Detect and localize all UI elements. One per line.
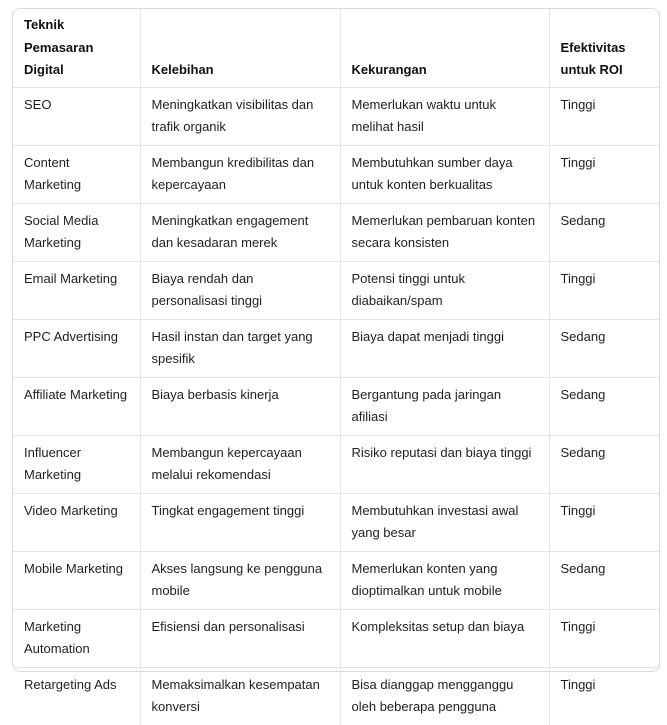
cell-technique: Email Marketing — [13, 261, 140, 319]
cell-disadvantages: Memerlukan konten yang dioptimalkan untuk mobile — [340, 551, 549, 609]
cell-technique: Video Marketing — [13, 493, 140, 551]
cell-disadvantages: Bisa dianggap mengganggu oleh beberapa pengguna — [340, 667, 549, 725]
table-row — [13, 261, 661, 319]
cell-technique: Retargeting Ads — [13, 667, 140, 725]
cell-technique: PPC Advertising — [13, 319, 140, 377]
cell-roi: Sedang — [549, 203, 661, 261]
cell-technique: SEO — [13, 87, 140, 145]
header-row — [13, 9, 661, 87]
cell-technique: Mobile Marketing — [13, 551, 140, 609]
cell-advantages: Meningkatkan engagement dan kesadaran merek — [140, 203, 340, 261]
table-row — [13, 609, 661, 667]
cell-roi: Sedang — [549, 319, 661, 377]
marketing-comparison-table — [13, 9, 661, 725]
cell-disadvantages: Bergantung pada jaringan afiliasi — [340, 377, 549, 435]
table-body — [13, 87, 661, 725]
cell-roi: Tinggi — [549, 261, 661, 319]
table-row — [13, 145, 661, 203]
cell-roi: Sedang — [549, 551, 661, 609]
table-row — [13, 667, 661, 725]
cell-advantages: Membangun kepercayaan melalui rekomendasi — [140, 435, 340, 493]
cell-disadvantages: Risiko reputasi dan biaya tinggi — [340, 435, 549, 493]
cell-roi: Sedang — [549, 377, 661, 435]
table-row — [13, 377, 661, 435]
cell-roi: Tinggi — [549, 493, 661, 551]
header-technique: Teknik Pemasaran Digital — [13, 9, 140, 87]
header-roi-effectiveness: Efektivitas untuk ROI — [549, 9, 661, 87]
cell-advantages: Tingkat engagement tinggi — [140, 493, 340, 551]
cell-technique: Social Media Marketing — [13, 203, 140, 261]
cell-technique: Marketing Automation — [13, 609, 140, 667]
cell-roi: Tinggi — [549, 87, 661, 145]
marketing-table-container — [12, 8, 660, 714]
cell-advantages: Meningkatkan visibilitas dan trafik organik — [140, 87, 340, 145]
cell-disadvantages: Membutuhkan sumber daya untuk konten berkualitas — [340, 145, 549, 203]
table-row — [13, 203, 661, 261]
cell-roi: Sedang — [549, 435, 661, 493]
table-row — [13, 493, 661, 551]
cell-technique: Affiliate Marketing — [13, 377, 140, 435]
cell-advantages: Efisiensi dan personalisasi — [140, 609, 340, 667]
cell-roi: Tinggi — [549, 609, 661, 667]
header-advantages: Kelebihan — [140, 9, 340, 87]
cell-disadvantages: Membutuhkan investasi awal yang besar — [340, 493, 549, 551]
cell-disadvantages: Kompleksitas setup dan biaya — [340, 609, 549, 667]
table-row — [13, 435, 661, 493]
header-disadvantages: Kekurangan — [340, 9, 549, 87]
cell-technique: Content Marketing — [13, 145, 140, 203]
cell-disadvantages: Memerlukan waktu untuk melihat hasil — [340, 87, 549, 145]
cell-advantages: Biaya berbasis kinerja — [140, 377, 340, 435]
cell-technique: Influencer Marketing — [13, 435, 140, 493]
table-header — [13, 9, 661, 87]
cell-disadvantages: Biaya dapat menjadi tinggi — [340, 319, 549, 377]
cell-roi: Tinggi — [560, 676, 596, 692]
cell-disadvantages: Memerlukan pembaruan konten secara konsisten — [340, 203, 549, 261]
cell-advantages: Hasil instan dan target yang spesifik — [140, 319, 340, 377]
cell-advantages: Biaya rendah dan personalisasi tinggi — [140, 261, 340, 319]
table-row — [13, 551, 661, 609]
cell-advantages: Memaksimalkan kesempatan konversi — [140, 667, 340, 725]
cell-disadvantages: Potensi tinggi untuk diabaikan/spam — [340, 261, 549, 319]
cell-advantages: Akses langsung ke pengguna mobile — [140, 551, 340, 609]
cell-roi: Tinggi — [549, 145, 661, 203]
table-row — [13, 319, 661, 377]
cell-advantages: Membangun kredibilitas dan kepercayaan — [140, 145, 340, 203]
table-row — [13, 87, 661, 145]
